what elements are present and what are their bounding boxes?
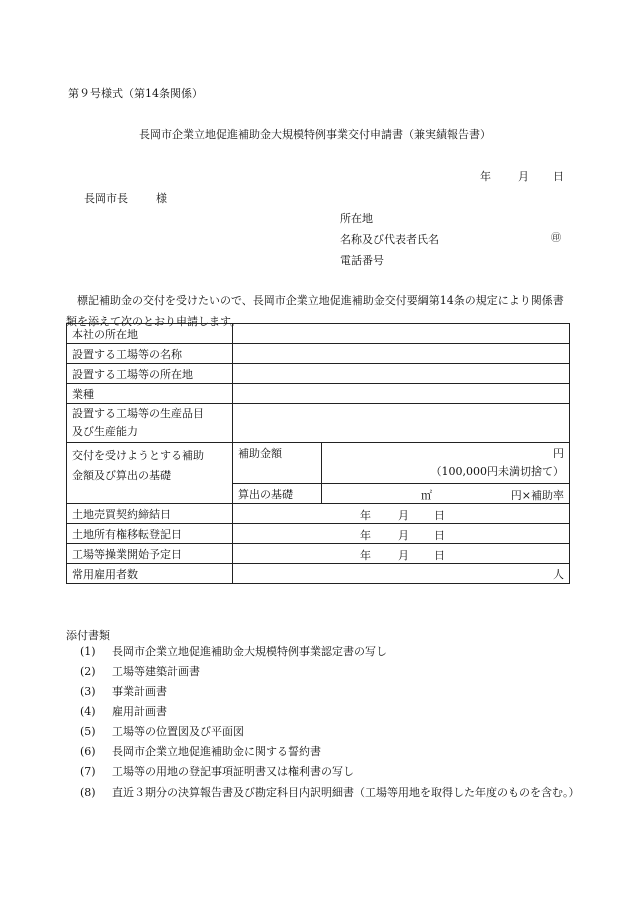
item-number: (8) bbox=[80, 786, 96, 799]
factory-name-label: 設置する工場等の名称 bbox=[67, 344, 233, 364]
year-unit: 年 bbox=[360, 509, 371, 522]
item-text: 長岡市企業立地促進補助金に関する誓約書 bbox=[112, 745, 321, 758]
item-number: (7) bbox=[80, 765, 96, 778]
list-item bbox=[66, 722, 576, 742]
production-field[interactable] bbox=[233, 404, 570, 443]
item-number: (6) bbox=[80, 745, 96, 758]
list-item bbox=[66, 742, 576, 762]
head-office-field[interactable] bbox=[233, 324, 570, 344]
item-text: 雇用計画書 bbox=[112, 705, 167, 718]
item-text: 長岡市企業立地促進補助金大規模特例事業認定書の写し bbox=[112, 645, 387, 658]
item-number: (3) bbox=[80, 685, 96, 698]
month-unit: 月 bbox=[398, 529, 409, 542]
subsidy-amount-label: 補助金額 bbox=[233, 443, 322, 484]
applicant-address-label: 所在地 bbox=[340, 212, 373, 225]
item-number: (1) bbox=[80, 645, 96, 658]
table-row bbox=[67, 324, 570, 344]
addressee bbox=[84, 190, 167, 206]
yen-unit: 円 bbox=[553, 447, 564, 460]
attachments-title: 添付書類 bbox=[66, 629, 110, 642]
day-unit: 日 bbox=[434, 529, 445, 542]
list-item bbox=[66, 702, 576, 722]
operation-start-label: 工場等操業開始予定日 bbox=[67, 544, 233, 564]
list-item bbox=[66, 762, 576, 782]
table-row bbox=[67, 364, 570, 384]
employees-field[interactable] bbox=[233, 564, 570, 584]
factory-location-field[interactable] bbox=[233, 364, 570, 384]
item-text: 工場等の用地の登記事項証明書又は権利書の写し bbox=[112, 765, 354, 778]
document-title: 長岡市企業立地促進補助金大規模特例事業交付申請書（兼実績報告書） bbox=[139, 128, 491, 141]
day-unit: 日 bbox=[434, 549, 445, 562]
production-label-line2: 及び生産能力 bbox=[72, 425, 138, 438]
item-number: (2) bbox=[80, 665, 96, 678]
list-item bbox=[66, 682, 576, 702]
calc-basis-field[interactable] bbox=[322, 484, 570, 504]
subsidy-label-line1: 交付を受けようとする補助 bbox=[72, 449, 204, 462]
head-office-label: 本社の所在地 bbox=[67, 324, 233, 344]
addressee-honorific: 様 bbox=[156, 192, 167, 205]
operation-start-date-field[interactable] bbox=[233, 544, 570, 564]
date-month: 月 bbox=[518, 170, 529, 183]
item-text: 直近３期分の決算報告書及び勘定科目内訳明細書（工場等用地を取得した年度のものを含む。） bbox=[112, 786, 580, 799]
year-unit: 年 bbox=[360, 529, 371, 542]
rounding-note: （100,000円未満切捨て） bbox=[430, 465, 564, 478]
table-row bbox=[67, 504, 570, 524]
date-day: 日 bbox=[553, 170, 564, 183]
subsidy-label-line2: 金額及び算出の基礎 bbox=[72, 469, 171, 482]
table-row bbox=[67, 564, 570, 584]
employees-label: 常用雇用者数 bbox=[67, 564, 233, 584]
addressee-name: 長岡市長 bbox=[84, 192, 128, 205]
industry-field[interactable] bbox=[233, 384, 570, 404]
applicant-phone-label: 電話番号 bbox=[340, 254, 384, 267]
item-number: (4) bbox=[80, 705, 96, 718]
table-row bbox=[67, 404, 570, 443]
table-row bbox=[67, 443, 570, 484]
rate-unit: 円×補助率 bbox=[510, 489, 564, 502]
factory-name-field[interactable] bbox=[233, 344, 570, 364]
list-item bbox=[66, 642, 576, 662]
list-item bbox=[66, 662, 576, 682]
sqm-unit: ㎡ bbox=[421, 489, 432, 502]
subsidy-label bbox=[67, 443, 233, 504]
factory-location-label: 設置する工場等の所在地 bbox=[67, 364, 233, 384]
seal-mark-icon: ㊞ bbox=[551, 233, 561, 244]
land-registration-date-field[interactable] bbox=[233, 524, 570, 544]
attachments-list bbox=[66, 642, 580, 803]
table-row bbox=[67, 544, 570, 564]
month-unit: 月 bbox=[398, 549, 409, 562]
calc-basis-label: 算出の基礎 bbox=[233, 484, 322, 504]
year-unit: 年 bbox=[360, 549, 371, 562]
land-contract-date-field[interactable] bbox=[233, 504, 570, 524]
intro-paragraph: 標記補助金の交付を受けたいので、長岡市企業立地促進補助金交付要綱第14条の規定により関係書類を添えて次のとおり申請します。 bbox=[66, 294, 564, 328]
item-text: 事業計画書 bbox=[112, 685, 167, 698]
day-unit: 日 bbox=[434, 509, 445, 522]
item-text: 工場等建築計画書 bbox=[112, 665, 200, 678]
table-row bbox=[67, 384, 570, 404]
industry-label: 業種 bbox=[67, 384, 233, 404]
applicant-name-label: 名称及び代表者氏名 bbox=[340, 233, 439, 246]
production-label-line1: 設置する工場等の生産品目 bbox=[72, 407, 204, 420]
item-number: (5) bbox=[80, 725, 96, 738]
month-unit: 月 bbox=[398, 509, 409, 522]
applicant-block bbox=[340, 210, 439, 273]
list-item bbox=[66, 782, 580, 803]
subsidy-amount-field[interactable] bbox=[322, 443, 570, 484]
item-text: 工場等の位置図及び平面図 bbox=[112, 725, 244, 738]
table-row bbox=[67, 344, 570, 364]
application-table bbox=[66, 323, 570, 584]
table-row bbox=[67, 524, 570, 544]
form-number: 第９号様式（第14条関係） bbox=[68, 87, 203, 100]
production-label bbox=[67, 404, 233, 443]
land-registration-label: 土地所有権移転登記日 bbox=[67, 524, 233, 544]
date-year: 年 bbox=[480, 170, 491, 183]
persons-unit: 人 bbox=[553, 567, 564, 581]
land-contract-label: 土地売買契約締結日 bbox=[67, 504, 233, 524]
